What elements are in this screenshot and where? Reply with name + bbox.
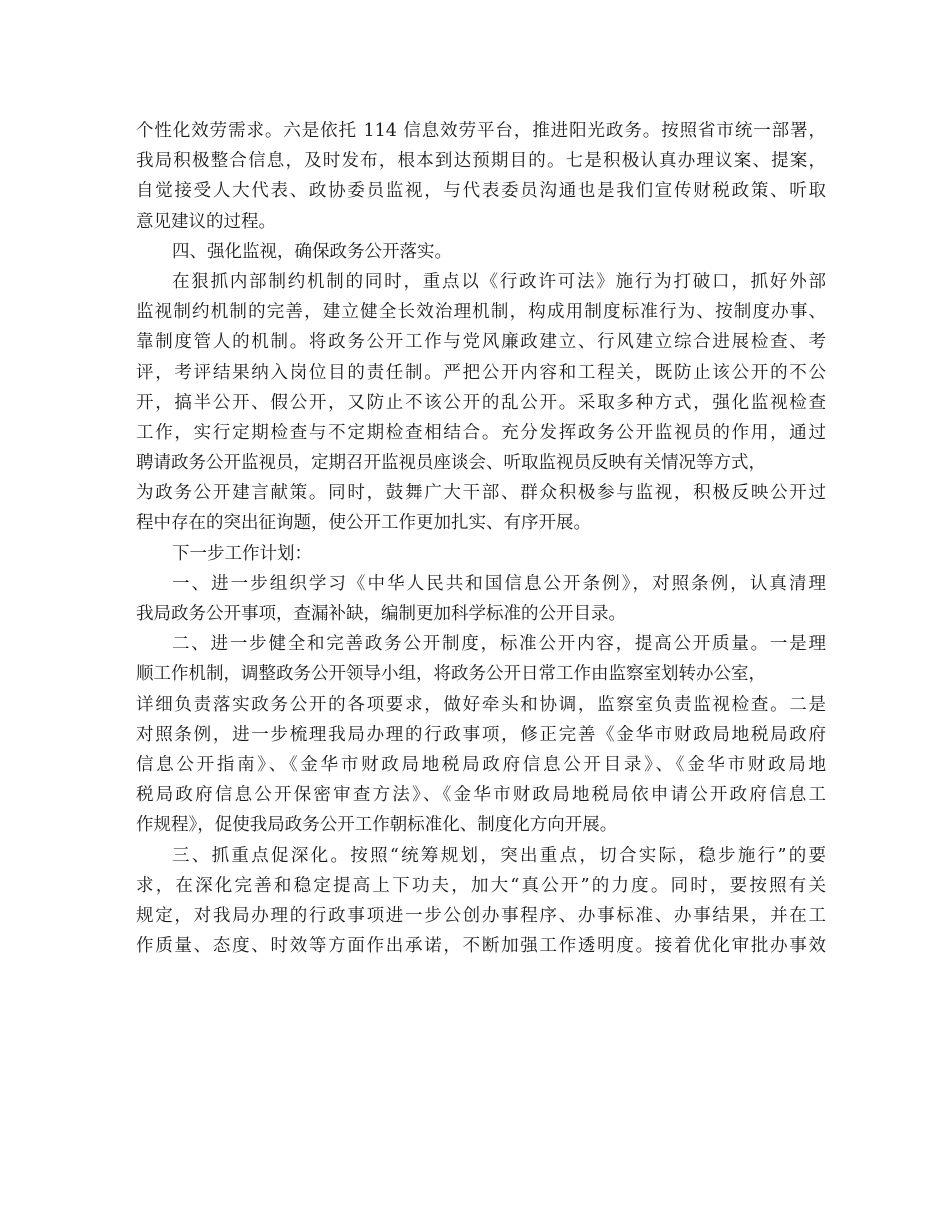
text-line: 信息公开指南》、《金华市财政局地税局政府信息公开目录》、《金华市财政局地 [136,754,826,775]
text-line: 三、抓重点促深化。按照“统筹规划，突出重点，切合实际，稳步施行”的要 [172,845,826,866]
text-line: 税局政府信息公开保密审查方法》、《金华市财政局地税局依申请公开政府信息工 [136,785,826,806]
text-line: 作规程》，促使我局政务公开工作朝标准化、制度化方向开展。 [136,815,618,836]
text-line: 意见建议的过程。 [136,211,276,232]
text-line: 二、进一步健全和完善政务公开制度，标准公开内容，提高公开质量。一是理 [172,634,826,655]
text-line: 四、强化监视，确保政务公开落实。 [172,241,452,262]
text-line: 聘请政务公开监视员，定期召开监视员座谈会、听取监视员反映有关情况等方式， [136,453,766,474]
text-line: 顺工作机制，调整政务公开领导小组，将政务公开日常工作由监察室划转办公室， [136,664,766,685]
text-line: 开，搞半公开、假公开，又防止不该公开的乱公开。采取多种方式，强化监视检查 [136,392,826,413]
text-line: 评，考评结果纳入岗位目的责任制。严把公开内容和工程关，既防止该公开的不公 [136,362,826,383]
text-line: 工作，实行定期检查与不定期检查相结合。充分发挥政务公开监视员的作用，通过 [136,422,826,443]
text-line: 一、进一步组织学习《中华人民共和国信息公开条例》，对照条例，认真清理 [172,573,826,594]
text-line: 自觉接受人大代表、政协委员监视，与代表委员沟通也是我们宣传财税政策、听取 [136,181,826,202]
text-line: 作质量、态度、时效等方面作出承诺，不断加强工作透明度。接着优化审批办事效 [136,936,826,957]
text-line: 下一步工作计划： [172,543,312,564]
text-line: 为政务公开建言献策。同时，鼓舞广大干部、群众积极参与监视，积极反映公开过 [136,483,826,504]
text-line: 靠制度管人的机制。将政务公开工作与党风廉政建立、行风建立综合进展检查、考 [136,332,826,353]
text-line: 监视制约机制的完善，建立健全长效治理机制，构成用制度标准行为、按制度办事、 [136,302,826,323]
text-line: 个性化效劳需求。六是依托 114 信息效劳平台，推进阳光政务。按照省市统一部署， [136,121,826,141]
text-line: 程中存在的突出征询题，使公开工作更加扎实、有序开展。 [136,513,591,534]
document-body [136,116,826,961]
text-line: 规定，对我局办理的行政事项进一步公创办事程序、办事标准、办事结果，并在工 [136,905,826,926]
text-line: 我局积极整合信息，及时发布，根本到达预期目的。七是积极认真办理议案、提案， [136,151,826,172]
text-line: 详细负责落实政务公开的各项要求，做好牵头和协调，监察室负责监视检查。二是 [136,694,826,715]
text-line: 我局政务公开事项，查漏补缺，编制更加科学标准的公开目录。 [136,604,626,624]
text-line: 对照条例，进一步梳理我局办理的行政事项，修正完善《金华市财政局地税局政府 [136,724,826,745]
text-line: 求，在深化完善和稳定提高上下功夫，加大“真公开”的力度。同时，要按照有关 [136,875,826,896]
text-line: 在狠抓内部制约机制的同时，重点以《行政许可法》施行为打破口，抓好外部 [172,271,826,292]
